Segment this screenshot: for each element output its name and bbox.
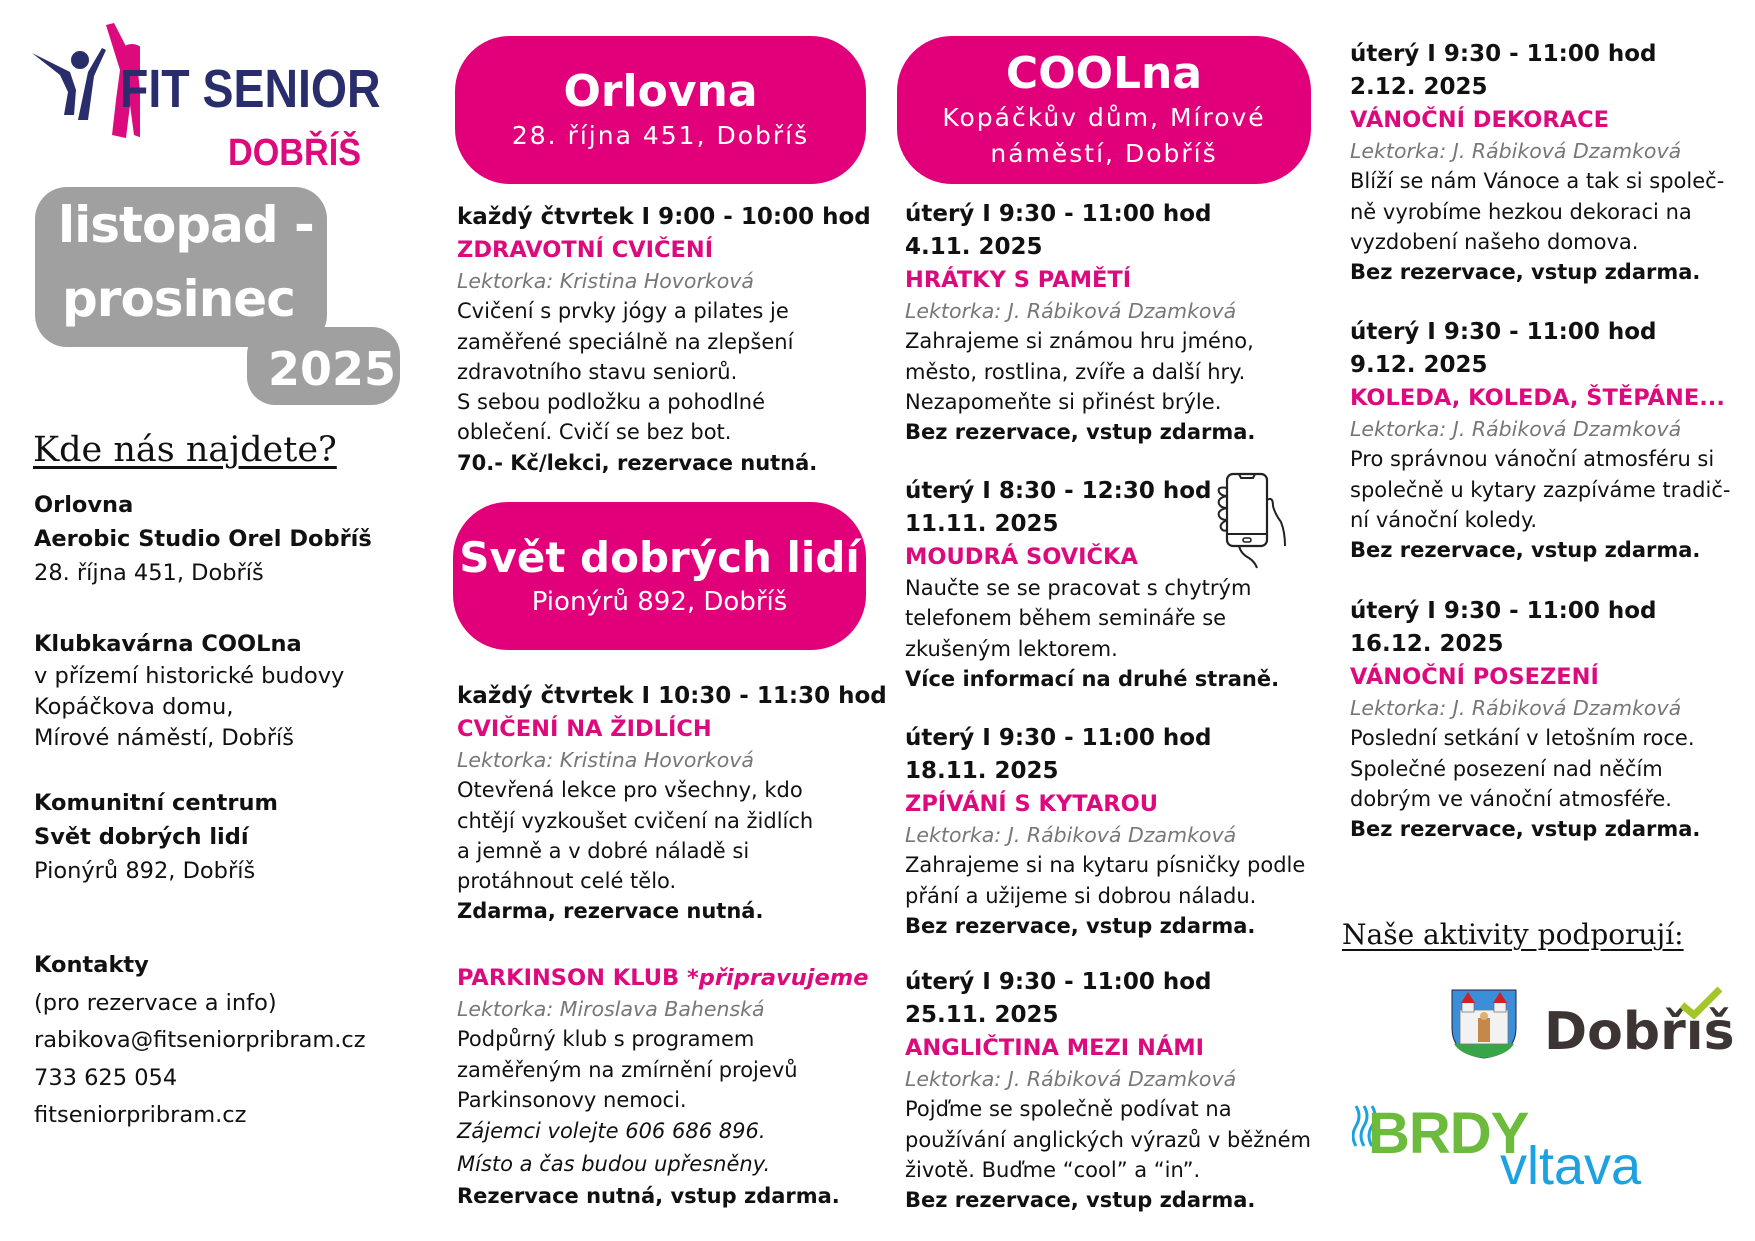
event-when: úterý I 9:30 - 11:00 hod bbox=[1350, 598, 1657, 624]
event-desc-line: společně u kytary zazpíváme tradič- bbox=[1350, 477, 1731, 502]
event-lecturer: Lektorka: Kristina Hovorková bbox=[457, 748, 754, 772]
brdy-logo-text: BRDY bbox=[1368, 1101, 1529, 1166]
event-desc-line: ně vyrobíme hezkou dekoraci na bbox=[1350, 199, 1692, 224]
location-coolna bbox=[34, 627, 344, 754]
venue-header-orlovna bbox=[455, 36, 866, 184]
event-note: Bez rezervace, vstup zdarma. bbox=[905, 913, 1256, 938]
vltava-logo-text: vltava bbox=[1500, 1136, 1642, 1196]
venue-title: Orlovna bbox=[563, 66, 758, 117]
event-note: Bez rezervace, vstup zdarma. bbox=[1350, 817, 1701, 842]
venue-address: Pionýrů 892, Dobříš bbox=[531, 587, 788, 617]
event-when: úterý I 9:30 - 11:00 hod bbox=[905, 969, 1212, 995]
event-note: Bez rezervace, vstup zdarma. bbox=[905, 1188, 1256, 1213]
event-lecturer: Lektorka: J. Rábiková Dzamková bbox=[1350, 696, 1682, 720]
event-note: 70.- Kč/lekci, rezervace nutná. bbox=[457, 450, 818, 475]
venue-title: COOLna bbox=[1005, 48, 1203, 99]
event-note: Bez rezervace, vstup zdarma. bbox=[905, 420, 1256, 445]
event-desc-line: město, rostlina, zvíře a další hry. bbox=[905, 359, 1246, 384]
contact-email[interactable]: rabikova@fitseniorpribram.cz bbox=[34, 1027, 366, 1053]
sponsors-title: Naše aktivity podporují: bbox=[1342, 918, 1684, 951]
contact-phone[interactable]: 733 625 054 bbox=[34, 1064, 178, 1091]
checkmark-icon bbox=[1680, 985, 1722, 1019]
event-cviceni-na-zidlich bbox=[457, 680, 887, 927]
event-desc-line: zdravotního stavu seniorů. bbox=[457, 359, 738, 384]
event-desc-line: vyzdobení našeho domova. bbox=[1350, 229, 1639, 254]
event-desc-line: Poslední setkání v letošním roce. bbox=[1350, 726, 1695, 751]
period-year: 2025 bbox=[268, 342, 397, 396]
event-italic-line: Zájemci volejte 606 686 896. bbox=[457, 1119, 766, 1144]
event-anglictina-mezi-nami bbox=[905, 966, 1311, 1215]
contacts-subtitle: (pro rezervace a info) bbox=[34, 989, 277, 1016]
event-desc-line: telefonem během semináře se bbox=[905, 606, 1227, 631]
event-lecturer: Lektorka: J. Rábiková Dzamková bbox=[905, 1067, 1237, 1091]
location-orlovna bbox=[34, 488, 372, 590]
event-title-main: PARKINSON KLUB bbox=[457, 965, 680, 991]
dobris-coat-of-arms-icon bbox=[1450, 988, 1518, 1060]
location-address: Kopáčkova domu, bbox=[34, 694, 234, 720]
location-name: Klubkavárna COOLna bbox=[34, 631, 302, 657]
event-desc-line: Společné posezení nad něčím bbox=[1350, 756, 1663, 781]
event-title: MOUDRÁ SOVIČKA bbox=[905, 544, 1138, 570]
location-address: 28. října 451, Dobříš bbox=[34, 560, 264, 586]
event-date: 11.11. 2025 bbox=[905, 511, 1059, 537]
event-lecturer: Lektorka: J. Rábiková Dzamková bbox=[1350, 417, 1682, 441]
event-date: 18.11. 2025 bbox=[905, 758, 1059, 784]
event-date: 25.11. 2025 bbox=[905, 1002, 1059, 1028]
location-address: Mírové náměstí, Dobříš bbox=[34, 725, 295, 751]
event-title: VÁNOČNÍ DEKORACE bbox=[1350, 107, 1610, 133]
event-note: Bez rezervace, vstup zdarma. bbox=[1350, 538, 1701, 563]
event-desc-line: zaměřeným na zmírnění projevů bbox=[457, 1057, 798, 1082]
location-address: v přízemí historické budovy bbox=[34, 663, 345, 689]
event-title: ANGLIČTINA MEZI NÁMI bbox=[905, 1035, 1205, 1061]
contacts bbox=[34, 947, 366, 1135]
event-when: úterý I 9:30 - 11:00 hod bbox=[905, 201, 1212, 227]
event-note: Více informací na druhé straně. bbox=[905, 666, 1280, 691]
event-title bbox=[457, 962, 868, 994]
contacts-title: Kontakty bbox=[34, 952, 149, 978]
event-desc-line: přání a užijeme si dobrou náladu. bbox=[905, 883, 1257, 908]
logo-city-text: DOBŘÍŠ bbox=[228, 132, 362, 174]
location-name: Aerobic Studio Orel Dobříš bbox=[34, 526, 372, 552]
event-note: Rezervace nutná, vstup zdarma. bbox=[457, 1184, 840, 1209]
event-desc-line: protáhnout celé tělo. bbox=[457, 869, 677, 894]
event-title: ZDRAVOTNÍ CVIČENÍ bbox=[457, 237, 714, 263]
event-lecturer: Lektorka: J. Rábiková Dzamková bbox=[905, 299, 1237, 323]
period-month-start: listopad - bbox=[58, 196, 314, 254]
event-title: KOLEDA, KOLEDA, ŠTĚPÁNE... bbox=[1350, 385, 1725, 411]
event-desc-line: Parkinsonovy nemoci. bbox=[457, 1087, 687, 1112]
event-when: úterý I 9:30 - 11:00 hod bbox=[1350, 319, 1657, 345]
location-name: Komunitní centrum bbox=[34, 790, 278, 816]
event-parkinson-klub bbox=[457, 962, 868, 1211]
event-desc-line: Blíží se nám Vánoce a tak si společ- bbox=[1350, 169, 1725, 194]
location-name: Svět dobrých lidí bbox=[34, 824, 249, 850]
location-address: Pionýrů 892, Dobříš bbox=[34, 858, 256, 884]
event-desc-line: Nezapomeňte si přinést brýle. bbox=[905, 389, 1222, 414]
event-vanocni-dekorace bbox=[1350, 38, 1724, 287]
event-desc-line: oblečení. Cvičí se bez bot. bbox=[457, 420, 732, 445]
event-lecturer: Lektorka: J. Rábiková Dzamková bbox=[1350, 139, 1682, 163]
event-desc-line: chtějí vyzkoušet cvičení na židlích bbox=[457, 808, 814, 833]
event-date: 4.11. 2025 bbox=[905, 234, 1043, 260]
event-lecturer: Lektorka: Kristina Hovorková bbox=[457, 269, 754, 293]
venue-header-svet bbox=[453, 502, 866, 650]
event-title-suffix: *připravujeme bbox=[687, 965, 869, 991]
location-name: Orlovna bbox=[34, 492, 134, 518]
event-desc-line: zaměřené speciálně na zlepšení bbox=[457, 329, 794, 354]
event-desc-line: a jemně a v dobré náladě si bbox=[457, 838, 750, 863]
event-desc-line: Podpůrný klub s programem bbox=[457, 1027, 755, 1052]
logo-brand-text: FIT SENIOR bbox=[120, 59, 381, 119]
event-lecturer: Lektorka: J. Rábiková Dzamková bbox=[905, 823, 1237, 847]
fit-senior-logo bbox=[30, 20, 381, 175]
event-when: každý čtvrtek I 10:30 - 11:30 hod bbox=[457, 683, 887, 709]
event-when: každý čtvrtek I 9:00 - 10:00 hod bbox=[457, 204, 871, 230]
event-desc-line: používání anglických výrazů v běžném bbox=[905, 1127, 1311, 1152]
event-date: 9.12. 2025 bbox=[1350, 352, 1488, 378]
event-title: HRÁTKY S PAMĚTÍ bbox=[905, 267, 1132, 293]
contact-website[interactable]: fitseniorpribram.cz bbox=[34, 1102, 247, 1128]
event-zdravotni-cviceni bbox=[457, 201, 871, 478]
venue-title: Svět dobrých lidí bbox=[459, 533, 860, 582]
event-italic-line: Místo a čas budou upřesněny. bbox=[457, 1152, 771, 1177]
event-title: CVIČENÍ NA ŽIDLÍCH bbox=[457, 716, 712, 742]
event-desc-line: Zahrajeme si známou hru jméno, bbox=[905, 329, 1254, 354]
venue-header-coolna bbox=[897, 36, 1311, 184]
event-when: úterý I 9:30 - 11:00 hod bbox=[1350, 41, 1657, 67]
event-date: 16.12. 2025 bbox=[1350, 631, 1504, 657]
event-desc-line: Pro správnou vánoční atmosféru si bbox=[1350, 447, 1715, 472]
event-desc-line: Otevřená lekce pro všechny, kdo bbox=[457, 778, 803, 803]
event-desc-line: životě. Buďme “cool” a “in”. bbox=[905, 1157, 1201, 1182]
event-desc-line: dobrým ve vánoční atmosféře. bbox=[1350, 786, 1672, 811]
venue-address-line: Kopáčkův dům, Mírové bbox=[942, 103, 1266, 132]
event-when: úterý I 8:30 - 12:30 hod bbox=[905, 478, 1212, 504]
event-when: úterý I 9:30 - 11:00 hod bbox=[905, 725, 1212, 751]
location-svet bbox=[34, 786, 278, 888]
event-desc-line: Zahrajeme si na kytaru písničky podle bbox=[905, 853, 1306, 878]
event-vanocni-posezeni bbox=[1350, 595, 1700, 844]
dobris-logo-text: Dobříš bbox=[1544, 1002, 1735, 1062]
event-zpivani-s-kytarou bbox=[905, 722, 1305, 941]
event-desc-line: Cvičení s prvky jógy a pilates je bbox=[457, 299, 789, 324]
event-koleda bbox=[1350, 316, 1730, 565]
event-desc-line: Pojďme se společně podívat na bbox=[905, 1097, 1232, 1122]
phone-in-hand-icon bbox=[1215, 470, 1295, 570]
event-note: Bez rezervace, vstup zdarma. bbox=[1350, 260, 1701, 285]
event-title: VÁNOČNÍ POSEZENÍ bbox=[1350, 664, 1599, 690]
event-desc-line: ní vánoční koledy. bbox=[1350, 507, 1538, 532]
event-desc-line: S sebou podložku a pohodlné bbox=[457, 390, 766, 415]
event-hratky-s-pameti bbox=[905, 198, 1255, 447]
event-note: Zdarma, rezervace nutná. bbox=[457, 899, 764, 924]
event-lecturer: Lektorka: Miroslava Bahenská bbox=[457, 997, 765, 1021]
locations-title: Kde nás najdete? bbox=[33, 430, 337, 470]
venue-address: 28. října 451, Dobříš bbox=[511, 121, 810, 150]
event-title: ZPÍVÁNÍ S KYTAROU bbox=[905, 791, 1159, 817]
period-month-end: prosinec bbox=[62, 270, 295, 328]
venue-address-line: náměstí, Dobříš bbox=[990, 139, 1218, 168]
event-desc-line: Naučte se se pracovat s chytrým bbox=[905, 576, 1252, 600]
event-date: 2.12. 2025 bbox=[1350, 74, 1488, 100]
event-desc-line: zkušeným lektorem. bbox=[905, 636, 1118, 661]
